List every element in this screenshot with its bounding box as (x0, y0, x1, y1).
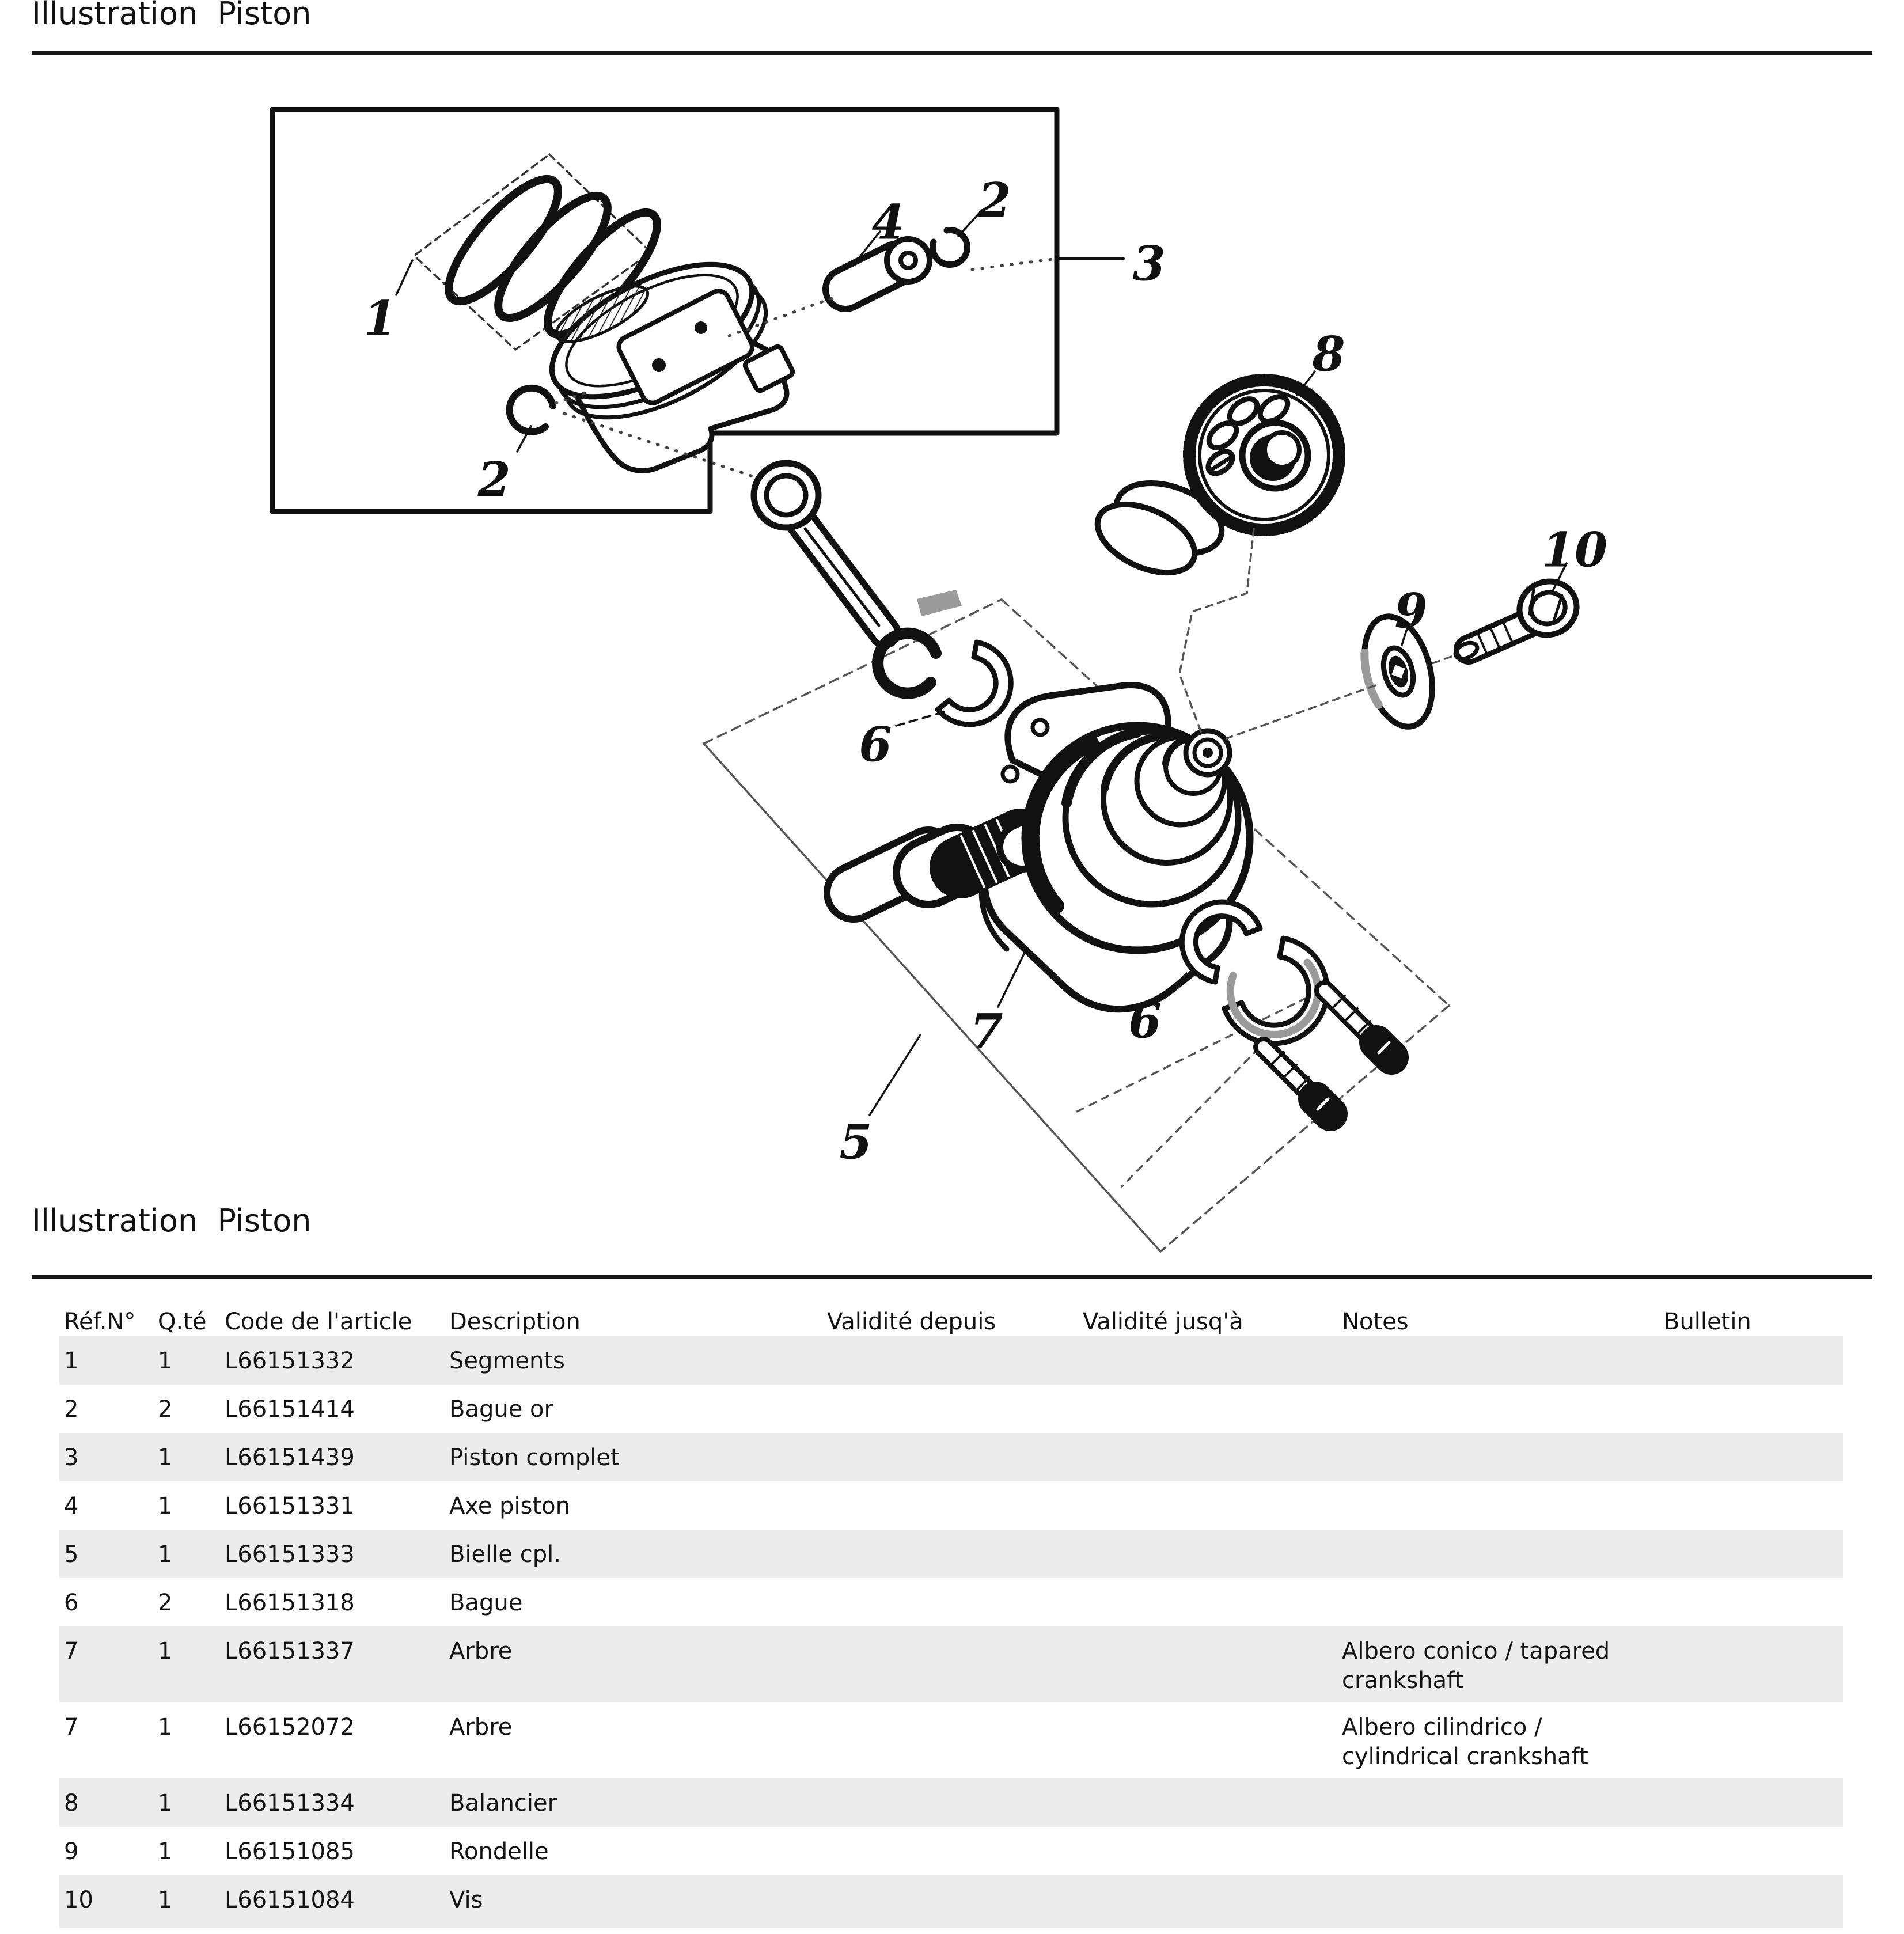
cell-desc: Arbre (449, 1714, 513, 1740)
rod-bolts (1264, 991, 1391, 1114)
callout-8: 8 (1312, 327, 1345, 382)
cell-desc: Axe piston (449, 1493, 570, 1519)
cell-code: L66151334 (225, 1790, 355, 1817)
col-header-code: Code de l'article (225, 1309, 412, 1335)
cell-ref: 4 (64, 1493, 79, 1519)
balancer-gear (1087, 380, 1339, 586)
cell-qty: 1 (158, 1638, 173, 1664)
callout-1: 1 (363, 291, 397, 347)
cell-qty: 1 (158, 1790, 173, 1817)
callout-9: 9 (1394, 583, 1428, 639)
callout-3: 3 (1132, 236, 1166, 292)
bearing-shell-upper (938, 642, 1011, 725)
cell-code: L66151337 (225, 1638, 355, 1664)
cell-ref: 3 (64, 1444, 79, 1471)
cell-ref: 5 (64, 1541, 79, 1568)
cell-code: L66151414 (225, 1396, 355, 1423)
cell-notes: Albero conico / tapared crankshaft (1342, 1638, 1610, 1694)
callout-2-top: 2 (978, 173, 1011, 229)
callout-10: 10 (1541, 522, 1608, 578)
cell-ref: 8 (64, 1790, 79, 1817)
cell-ref: 10 (64, 1887, 93, 1913)
col-header-valid-from: Validité depuis (827, 1309, 996, 1335)
cell-desc: Balancier (449, 1790, 557, 1817)
bearing-shells-lower (1182, 902, 1327, 1044)
cell-code: L66151332 (225, 1348, 355, 1374)
cell-code: L66151085 (225, 1838, 355, 1865)
cell-ref: 6 (64, 1590, 79, 1616)
table-row (59, 1626, 1843, 1702)
callout-5: 5 (839, 1114, 873, 1170)
cell-qty: 2 (158, 1590, 173, 1616)
col-header-valid-to: Validité jusq'à (1083, 1309, 1243, 1335)
cell-desc: Piston complet (449, 1444, 620, 1471)
crank-bolt (1453, 574, 1584, 662)
col-header-desc: Description (449, 1309, 581, 1335)
cell-code: L66151331 (225, 1493, 355, 1519)
col-header-bulletin: Bulletin (1664, 1309, 1751, 1335)
connecting-rod (754, 463, 962, 693)
table-row (59, 1827, 1843, 1875)
table-row (59, 1433, 1843, 1481)
cell-qty: 1 (158, 1493, 173, 1519)
table-row (59, 1481, 1843, 1530)
table-header-row (59, 1297, 1843, 1336)
cell-code: L66151318 (225, 1590, 355, 1616)
col-header-notes: Notes (1342, 1309, 1409, 1335)
table-row (59, 1875, 1843, 1928)
col-header-qty: Q.té (158, 1309, 207, 1335)
cell-desc: Rondelle (449, 1838, 549, 1865)
table-row (59, 1336, 1843, 1385)
cell-code: L66151439 (225, 1444, 355, 1471)
cell-qty: 1 (158, 1541, 173, 1568)
cell-desc: Bielle cpl. (449, 1541, 561, 1568)
table-row (59, 1530, 1843, 1578)
cell-desc: Bague or (449, 1396, 553, 1423)
cell-code: L66152072 (225, 1714, 355, 1740)
table-row (59, 1702, 1843, 1778)
cell-qty: 1 (158, 1838, 173, 1865)
col-header-ref: Réf.N° (64, 1309, 136, 1335)
callout-6-lower: 6 (1128, 993, 1162, 1049)
circlip-top (932, 230, 967, 264)
cell-code: L66151084 (225, 1887, 355, 1913)
cell-qty: 2 (158, 1396, 173, 1423)
table-row (59, 1385, 1843, 1433)
cell-qty: 1 (158, 1714, 173, 1740)
section-rule (32, 1275, 1872, 1279)
cell-ref: 7 (64, 1714, 79, 1740)
callout-7: 7 (970, 1004, 1003, 1060)
callout-4: 4 (871, 195, 905, 251)
cell-desc: Bague (449, 1590, 523, 1616)
callout-2-bottom: 2 (477, 452, 511, 508)
cell-code: L66151333 (225, 1541, 355, 1568)
cell-ref: 2 (64, 1396, 79, 1423)
callout-6-upper: 6 (859, 717, 892, 773)
cell-desc: Vis (449, 1887, 483, 1913)
section-title: Illustration Piston (32, 1203, 312, 1239)
table-row (59, 1578, 1843, 1626)
page-title: Illustration Piston (32, 0, 312, 32)
cell-qty: 1 (158, 1887, 173, 1913)
cell-notes: Albero cilindrico / cylindrical crankshaft (1342, 1714, 1588, 1770)
cell-ref: 1 (64, 1348, 79, 1374)
cell-qty: 1 (158, 1348, 173, 1374)
cell-qty: 1 (158, 1444, 173, 1471)
cell-ref: 9 (64, 1838, 79, 1865)
cell-desc: Segments (449, 1348, 565, 1374)
cell-desc: Arbre (449, 1638, 513, 1664)
table-row (59, 1778, 1843, 1827)
cell-ref: 7 (64, 1638, 79, 1664)
